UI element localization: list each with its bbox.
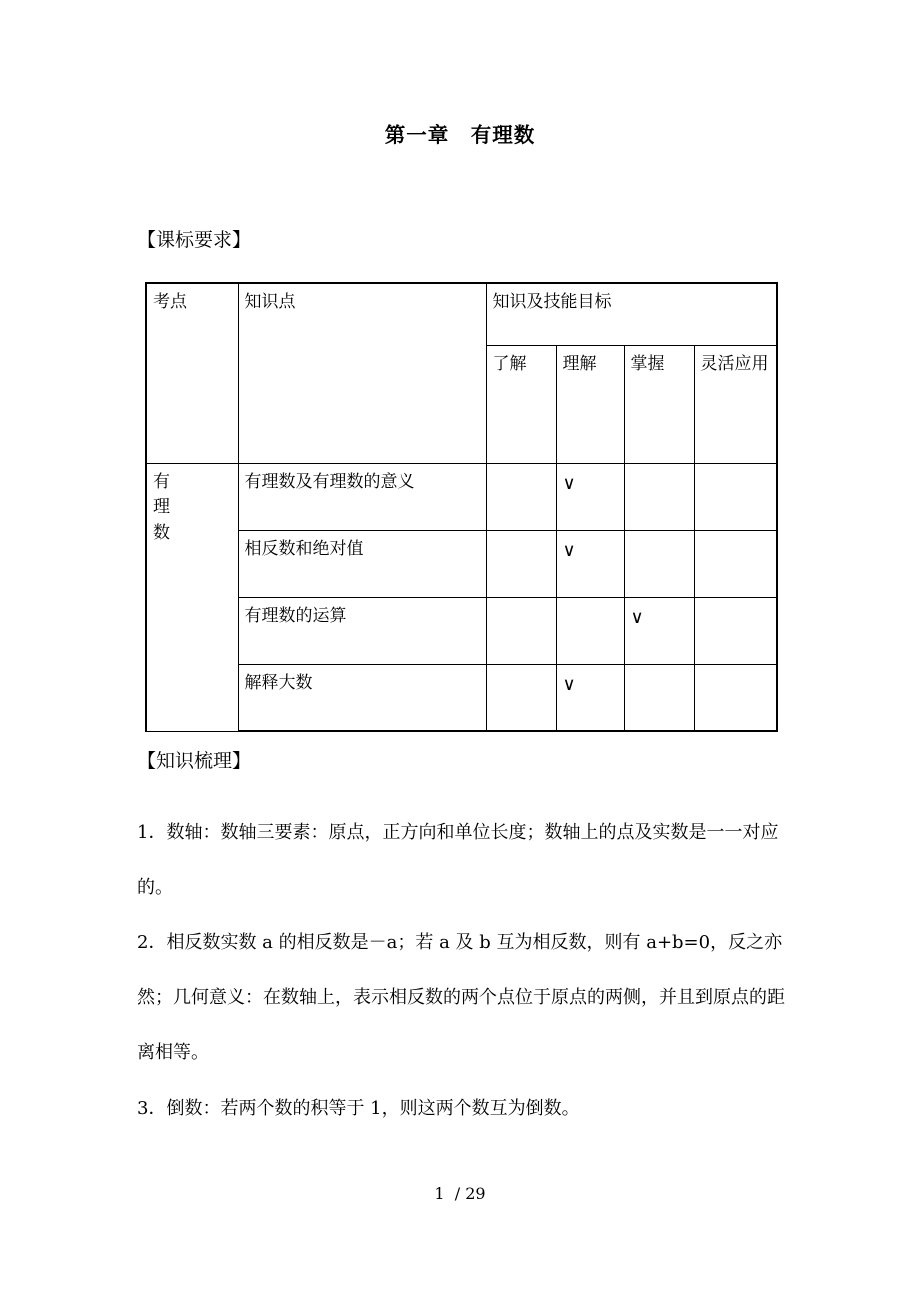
table-cell-knowledge-point: 解释大数 — [238, 664, 486, 731]
table-cell-mark-master — [624, 530, 694, 597]
table-cell-mark-flexible-application — [694, 597, 777, 664]
table-header-level-master: 掌握 — [624, 345, 694, 463]
table-cell-mark-comprehend: ∨ — [556, 463, 624, 530]
table-cell-mark-master — [624, 664, 694, 731]
curriculum-standard-table-wrapper — [145, 282, 776, 732]
table-cell-mark-comprehend: ∨ — [556, 664, 624, 731]
table-header-row-group — [146, 283, 777, 345]
table-cell-mark-understandbasic — [486, 530, 556, 597]
table-row — [146, 463, 777, 530]
table-header-level-comprehend: 理解 — [556, 345, 624, 463]
table-header-level-flexible-application: 灵活应用 — [694, 345, 777, 463]
page-number-footer: 1 / 29 — [434, 1184, 486, 1203]
table-cell-mark-master: ∨ — [624, 597, 694, 664]
table-row — [146, 597, 777, 664]
table-header-knowledge-point: 知识点 — [238, 283, 486, 463]
section-heading-curriculum-standard: 【课标要求】 — [137, 229, 252, 251]
table-cell-knowledge-point: 相反数和绝对值 — [238, 530, 486, 597]
table-row — [146, 530, 777, 597]
review-item-number-line: 1．数轴：数轴三要素：原点，正方向和单位长度；数轴上的点及实数是一一对应的。 — [137, 822, 779, 898]
table-cell-knowledge-point: 有理数及有理数的意义 — [238, 463, 486, 530]
curriculum-standard-table — [145, 282, 778, 732]
table-header-exam-point: 考点 — [146, 283, 238, 463]
page-title: 第一章 有理数 — [384, 123, 536, 147]
table-cell-mark-understandbasic — [486, 597, 556, 664]
table-cell-mark-comprehend: ∨ — [556, 530, 624, 597]
table-cell-mark-master — [624, 463, 694, 530]
table-cell-knowledge-point: 有理数的运算 — [238, 597, 486, 664]
table-cell-mark-flexible-application — [694, 463, 777, 530]
table-cell-mark-flexible-application — [694, 664, 777, 731]
table-cell-mark-comprehend — [556, 597, 624, 664]
table-cell-mark-understandbasic — [486, 664, 556, 731]
section-heading-knowledge-review: 【知识梳理】 — [137, 750, 252, 772]
table-row — [146, 664, 777, 731]
table-header-level-understandbasic: 了解 — [486, 345, 556, 463]
table-cell-mark-flexible-application — [694, 530, 777, 597]
table-cell-mark-understandbasic — [486, 463, 556, 530]
table-cell-exam-point-rational-numbers: 有 理 数 — [146, 463, 238, 731]
table-header-objectives-group: 知识及技能目标 — [486, 283, 777, 345]
review-item-opposite-number: 2．相反数实数 a 的相反数是－a；若 a 及 b 互为相反数，则有 a+b=0，反之亦然；几何意义：在数轴上，表示相反数的两个点位于原点的两侧，并且到原点的距离相等。 — [137, 932, 785, 1063]
review-item-reciprocal: 3．倒数：若两个数的积等于 1，则这两个数互为倒数。 — [137, 1098, 580, 1119]
